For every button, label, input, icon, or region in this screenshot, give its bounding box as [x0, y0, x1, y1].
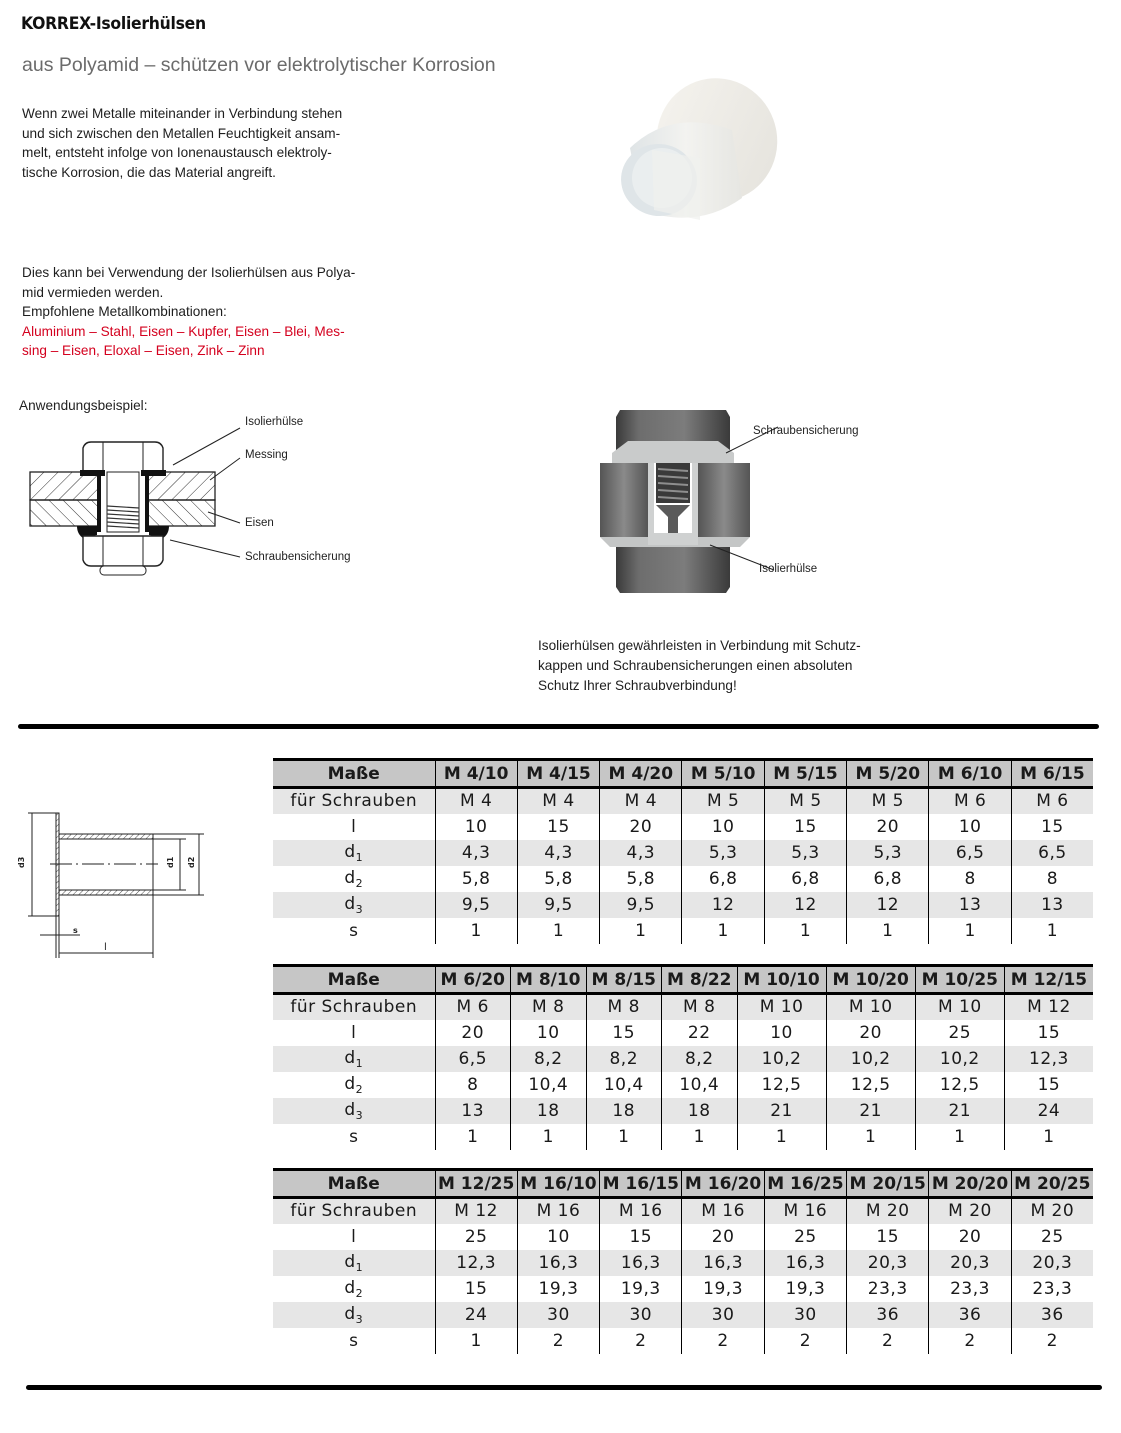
table-cell: M 16 [682, 1198, 764, 1224]
table-cell: 1 [682, 918, 764, 944]
table-cell: 5,8 [435, 866, 517, 892]
table-cell: 6,5 [435, 1046, 511, 1072]
table-cell: 1 [662, 1124, 738, 1150]
table-cell: M 16 [517, 1198, 599, 1224]
table-cell: M 12 [435, 1198, 517, 1224]
table-cell: 24 [435, 1302, 517, 1328]
table-cell: M 8 [662, 994, 738, 1020]
header-cell: M 4/10 [435, 760, 517, 788]
table-cell: 13 [1011, 892, 1093, 918]
table-cell: 15 [435, 1276, 517, 1302]
table-cell: M 6 [1011, 788, 1093, 814]
row-label: $d_3$ [273, 1098, 435, 1124]
table-cell: 15 [600, 1224, 682, 1250]
header-cell: M 5/20 [847, 760, 929, 788]
table-cell: M 20 [929, 1198, 1011, 1224]
table-cell: 1 [600, 918, 682, 944]
table-cell: 12 [764, 892, 846, 918]
table-cell: 1 [737, 1124, 826, 1150]
page-subtitle: aus Polyamid – schützen vor elektrolytischer Korrosion [22, 54, 496, 76]
example-heading: Anwendungsbeispiel: [19, 398, 148, 413]
header-cell: M 10/20 [826, 966, 915, 994]
table-cell: 15 [1011, 814, 1093, 840]
table-cell: 18 [662, 1098, 738, 1124]
table-cell: 15 [764, 814, 846, 840]
product-photo-sleeve [612, 70, 792, 235]
table-cell: 20 [600, 814, 682, 840]
header-cell: M 16/20 [682, 1170, 764, 1198]
table-cell: 30 [600, 1302, 682, 1328]
table-cell: 10 [517, 1224, 599, 1250]
table-row [273, 1302, 1093, 1328]
table-cell: 36 [929, 1302, 1011, 1328]
table-cell: 20 [826, 1020, 915, 1046]
application-example-diagram [25, 420, 365, 590]
solution-paragraph [22, 263, 412, 361]
table-cell: 23,3 [1011, 1276, 1093, 1302]
table-cell: 1 [511, 1124, 587, 1150]
table-row [273, 1250, 1093, 1276]
table-row [273, 1198, 1093, 1224]
table-cell: 10,2 [826, 1046, 915, 1072]
table-cell: M 6 [929, 788, 1011, 814]
label-d1: d1 [166, 856, 175, 868]
header-cell: M 5/10 [682, 760, 764, 788]
row-label: für Schrauben [273, 1198, 435, 1224]
table-row [273, 1328, 1093, 1354]
row-label: $d_3$ [273, 892, 435, 918]
text-line: tische Korrosion, die das Material angreift. [22, 164, 276, 180]
table-cell: M 20 [847, 1198, 929, 1224]
table-cell: 21 [737, 1098, 826, 1124]
header-cell: Maße [273, 1170, 435, 1198]
table-cell: 15 [1004, 1072, 1093, 1098]
table-cell: 20 [435, 1020, 511, 1046]
table-cell: 1 [1011, 918, 1093, 944]
header-cell: M 10/25 [915, 966, 1004, 994]
table-row [273, 994, 1093, 1020]
table-cell: 22 [662, 1020, 738, 1046]
table-cell: M 8 [511, 994, 587, 1020]
table-cell: 5,3 [764, 840, 846, 866]
table-row [273, 1046, 1093, 1072]
header-cell: M 16/25 [764, 1170, 846, 1198]
photo-caption [538, 636, 918, 695]
table-cell: M 10 [826, 994, 915, 1020]
table-row [273, 1276, 1093, 1302]
table-cell: 10 [737, 1020, 826, 1046]
text-line: Empfohlene Metallkombinationen: [22, 304, 227, 320]
table-cell: 2 [929, 1328, 1011, 1354]
table-row [273, 918, 1093, 944]
table-cell: 1 [435, 1328, 517, 1354]
row-label: $d_1$ [273, 1250, 435, 1276]
label-isolierhuelse: Isolierhülse [245, 416, 304, 428]
label-l: l [104, 942, 107, 953]
table-cell: M 4 [517, 788, 599, 814]
table-cell: 10,2 [737, 1046, 826, 1072]
table-cell: 13 [435, 1098, 511, 1124]
table-row [273, 1124, 1093, 1150]
table-cell: 5,3 [682, 840, 764, 866]
table-row [273, 840, 1093, 866]
header-cell: M 8/15 [586, 966, 662, 994]
label-schraubensicherung: Schraubensicherung [245, 551, 351, 563]
text-line: Wenn zwei Metalle miteinander in Verbindung stehen [22, 106, 343, 121]
table-cell: 2 [517, 1328, 599, 1354]
header-cell: M 20/20 [929, 1170, 1011, 1198]
table-cell: 9,5 [517, 892, 599, 918]
table-cell: 1 [1004, 1124, 1093, 1150]
label-eisen: Eisen [245, 517, 274, 529]
header-cell: M 16/15 [600, 1170, 682, 1198]
table-cell: M 4 [435, 788, 517, 814]
dimensions-table-1 [273, 758, 1093, 944]
intro-paragraph [22, 104, 402, 182]
table-cell: 36 [1011, 1302, 1093, 1328]
row-label: $d_2$ [344, 1277, 364, 1300]
table-row [273, 1020, 1093, 1046]
header-cell: M 5/15 [764, 760, 846, 788]
row-label: s [349, 1126, 359, 1147]
table-cell: 16,3 [517, 1250, 599, 1276]
dimension-drawing [18, 808, 218, 963]
row-label: l [351, 1022, 357, 1043]
table-cell: 16,3 [600, 1250, 682, 1276]
row-label: für Schrauben [273, 994, 435, 1020]
table-cell: 25 [764, 1224, 846, 1250]
table-cell: 1 [764, 918, 846, 944]
table-header-row [273, 966, 1093, 994]
table-cell: 1 [586, 1124, 662, 1150]
table-cell: 10 [511, 1020, 587, 1046]
label-d3: d3 [17, 856, 26, 868]
table-cell: 12,5 [737, 1072, 826, 1098]
header-cell: M 10/10 [737, 966, 826, 994]
table-cell: 25 [1011, 1224, 1093, 1250]
table-cell: 4,3 [517, 840, 599, 866]
row-label: $d_1$ [273, 840, 435, 866]
row-label: $d_3$ [273, 1302, 435, 1328]
table-cell: 24 [1004, 1098, 1093, 1124]
table-cell: 25 [435, 1224, 517, 1250]
table-cell: 10 [929, 814, 1011, 840]
table-cell: 15 [1004, 1020, 1093, 1046]
metal-combinations-line: sing – Eisen, Eloxal – Eisen, Zink – Zinn [22, 343, 265, 359]
table-cell: 21 [915, 1098, 1004, 1124]
table-cell: 5,3 [847, 840, 929, 866]
table-cell: M 10 [737, 994, 826, 1020]
table-row [273, 1072, 1093, 1098]
table-cell: 19,3 [682, 1276, 764, 1302]
table-cell: 21 [826, 1098, 915, 1124]
table-cell: 10 [682, 814, 764, 840]
label-d2: d2 [187, 856, 196, 868]
table-cell: 20 [847, 814, 929, 840]
table-cell: 15 [517, 814, 599, 840]
table-cell: M 16 [600, 1198, 682, 1224]
table-cell: 12 [682, 892, 764, 918]
table-cell: 12,5 [826, 1072, 915, 1098]
table-cell: M 4 [600, 788, 682, 814]
table-cell: 6,8 [682, 866, 764, 892]
section-divider [18, 724, 1099, 729]
table-cell: 15 [847, 1224, 929, 1250]
table-cell: 15 [586, 1020, 662, 1046]
header-cell: M 20/25 [1011, 1170, 1093, 1198]
table-cell: 23,3 [929, 1276, 1011, 1302]
label-schraubensicherung-photo: Schraubensicherung [753, 425, 859, 437]
table-row [273, 788, 1093, 814]
row-label: für Schrauben [273, 788, 435, 814]
table-cell: 1 [826, 1124, 915, 1150]
table-cell: 16,3 [764, 1250, 846, 1276]
table-cell: M 20 [1011, 1198, 1093, 1224]
header-cell: Maße [273, 966, 435, 994]
row-label: $d_1$ [273, 1046, 435, 1072]
table-cell: 13 [929, 892, 1011, 918]
header-cell: M 6/20 [435, 966, 511, 994]
dimensions-table-2 [273, 964, 1093, 1150]
text-line: mid vermieden werden. [22, 284, 164, 300]
row-label: $d_2$ [344, 867, 364, 890]
table-cell: 2 [682, 1328, 764, 1354]
row-label: l [351, 816, 357, 837]
table-cell: 23,3 [847, 1276, 929, 1302]
table-cell: 30 [517, 1302, 599, 1328]
table-header-row [273, 760, 1093, 788]
table-cell: 8,2 [586, 1046, 662, 1072]
row-label: s [349, 1330, 359, 1351]
table-cell: 4,3 [600, 840, 682, 866]
table-cell: 18 [511, 1098, 587, 1124]
table-cell: M 5 [764, 788, 846, 814]
header-cell: M 20/15 [847, 1170, 929, 1198]
table-cell: 10,4 [662, 1072, 738, 1098]
header-cell: M 4/15 [517, 760, 599, 788]
table-cell: 1 [435, 1124, 511, 1150]
table-cell: 1 [435, 918, 517, 944]
dimensions-table-3 [273, 1168, 1093, 1354]
table-cell: 8,2 [511, 1046, 587, 1072]
table-cell: 9,5 [600, 892, 682, 918]
table-cell: 19,3 [600, 1276, 682, 1302]
text-line: Isolierhülsen gewährleisten in Verbindung mit Schutz- [538, 638, 861, 653]
table-cell: 12,3 [435, 1250, 517, 1276]
table-cell: 8 [435, 1072, 511, 1098]
header-cell: M 4/20 [600, 760, 682, 788]
table-cell: 6,8 [847, 866, 929, 892]
header-cell: M 12/25 [435, 1170, 517, 1198]
table-cell: 25 [915, 1020, 1004, 1046]
label-messing: Messing [245, 449, 288, 461]
table-row [273, 866, 1093, 892]
footer-divider [26, 1385, 1102, 1390]
row-label: s [349, 920, 359, 941]
text-line: und sich zwischen den Metallen Feuchtigkeit ansam- [22, 125, 341, 141]
header-cell: Maße [273, 760, 435, 788]
table-row [273, 892, 1093, 918]
table-cell: 12,3 [1004, 1046, 1093, 1072]
table-cell: 12,5 [915, 1072, 1004, 1098]
header-cell: M 16/10 [517, 1170, 599, 1198]
table-cell: 6,5 [1011, 840, 1093, 866]
label-s: s [73, 926, 78, 935]
table-cell: M 8 [586, 994, 662, 1020]
table-cell: M 16 [764, 1198, 846, 1224]
table-cell: 2 [847, 1328, 929, 1354]
table-cell: 1 [929, 918, 1011, 944]
table-cell: 12 [847, 892, 929, 918]
table-cell: 10,4 [511, 1072, 587, 1098]
table-cell: 1 [915, 1124, 1004, 1150]
table-cell: 6,8 [764, 866, 846, 892]
table-cell: 1 [517, 918, 599, 944]
table-cell: 20,3 [847, 1250, 929, 1276]
header-cell: M 8/10 [511, 966, 587, 994]
table-row [273, 1098, 1093, 1124]
table-cell: 2 [764, 1328, 846, 1354]
table-cell: 8 [1011, 866, 1093, 892]
table-cell: 20 [929, 1224, 1011, 1250]
table-cell: 19,3 [764, 1276, 846, 1302]
table-cell: M 5 [847, 788, 929, 814]
table-cell: M 6 [435, 994, 511, 1020]
table-cell: 10 [435, 814, 517, 840]
table-row [273, 814, 1093, 840]
text-line: Dies kann bei Verwendung der Isolierhülsen aus Polya- [22, 265, 356, 280]
text-line: Schutz Ihrer Schraubverbindung! [538, 677, 737, 693]
table-cell: 6,5 [929, 840, 1011, 866]
table-cell: 9,5 [435, 892, 517, 918]
row-label: $d_2$ [344, 1073, 364, 1096]
table-cell: 5,8 [517, 866, 599, 892]
header-cell: M 12/15 [1004, 966, 1093, 994]
header-cell: M 8/22 [662, 966, 738, 994]
label-isolierhuelse-photo: Isolierhülse [759, 563, 818, 575]
table-cell: 5,8 [600, 866, 682, 892]
page-title: KORREX-Isolierhülsen [21, 14, 206, 34]
table-cell: 8,2 [662, 1046, 738, 1072]
table-cell: 10,4 [586, 1072, 662, 1098]
table-header-row [273, 1170, 1093, 1198]
text-line: kappen und Schraubensicherungen einen absoluten [538, 657, 853, 673]
header-cell: M 6/10 [929, 760, 1011, 788]
table-cell: 36 [847, 1302, 929, 1328]
table-cell: 30 [682, 1302, 764, 1328]
table-cell: 20,3 [1011, 1250, 1093, 1276]
table-cell: 20,3 [929, 1250, 1011, 1276]
table-cell: M 5 [682, 788, 764, 814]
table-cell: M 10 [915, 994, 1004, 1020]
table-cell: 8 [929, 866, 1011, 892]
table-cell: 20 [682, 1224, 764, 1250]
table-cell: 2 [600, 1328, 682, 1354]
table-cell: 30 [764, 1302, 846, 1328]
table-cell: 1 [847, 918, 929, 944]
table-cell: 19,3 [517, 1276, 599, 1302]
table-row [273, 1224, 1093, 1250]
table-cell: M 12 [1004, 994, 1093, 1020]
header-cell: M 6/15 [1011, 760, 1093, 788]
table-cell: 18 [586, 1098, 662, 1124]
table-cell: 10,2 [915, 1046, 1004, 1072]
metal-combinations-line: Aluminium – Stahl, Eisen – Kupfer, Eisen – Blei, Mes- [22, 323, 345, 339]
table-cell: 4,3 [435, 840, 517, 866]
text-line: melt, entsteht infolge von Ionenaustausch elektroly- [22, 145, 332, 161]
row-label: l [351, 1226, 357, 1247]
table-cell: 2 [1011, 1328, 1093, 1354]
table-cell: 16,3 [682, 1250, 764, 1276]
